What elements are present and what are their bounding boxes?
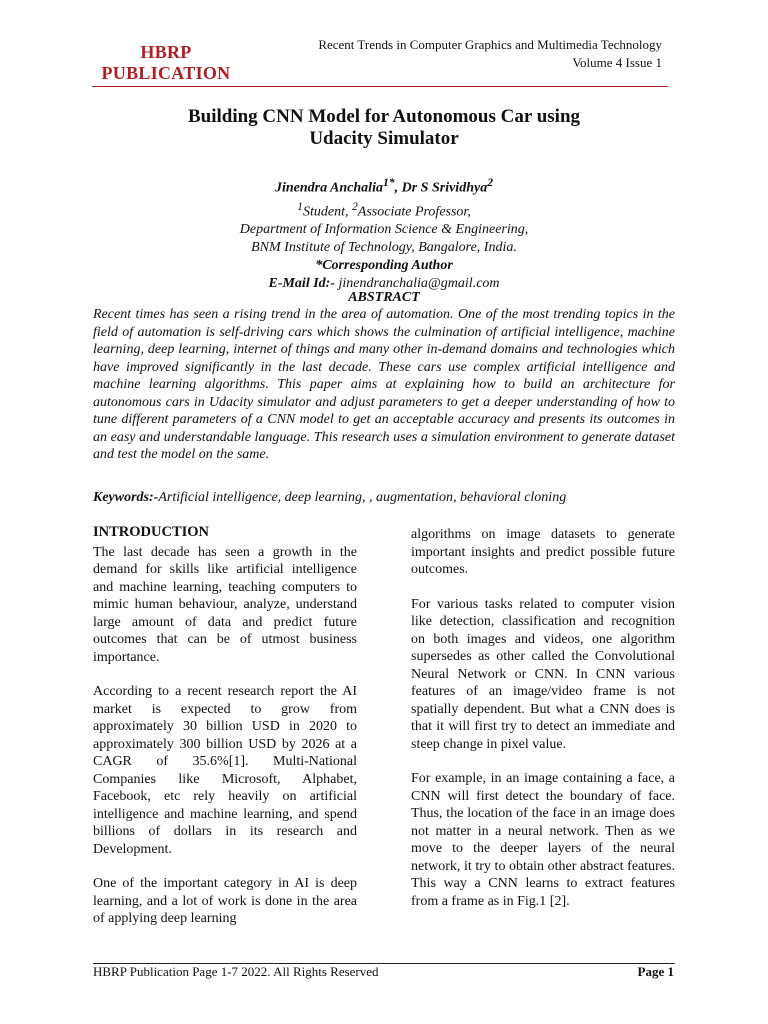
logo-line-1: HBRP bbox=[140, 42, 192, 62]
paragraph: For various tasks related to computer vision like detection, classification and recognition on both images and videos, one algorithm supersedes as other called the Convolutional Neural Network or CNN. In CNN various features of an image/video frame is not spatially dependent. But what a CNN does is that it will first try to detect an immediate and steep change in pixel value. bbox=[411, 596, 675, 752]
author-2-sup: 2 bbox=[487, 176, 494, 189]
role-1: Student, bbox=[302, 204, 352, 220]
abstract-text: Recent times has seen a rising trend in the area of automation. One of the most trending topics in the field of automation is self-driving cars which shows the culmination of artificial intelligence, machine learning, deep learning, internet of things and many other in-demand domains and technologies which have improved significantly in the last decade. These cars use complex artificial intelligence and machine learning algorithms. This paper aims at explaining how to build an architecture for autonomous cars in Udacity simulator and adjust parameters to get a deeper understanding of how to tune different parameters of a CNN model to get an acceptable accuracy and presents its outcomes in an easy and understandable language. This research uses a simulation environment to generate dataset and test the model on the same. bbox=[93, 307, 675, 462]
title-line-2: Udacity Simulator bbox=[309, 128, 459, 149]
corresponding-author: *Corresponding Author bbox=[315, 258, 453, 274]
keywords-line bbox=[93, 490, 675, 506]
author-1-sup: 1* bbox=[382, 176, 395, 189]
header-rule-thin bbox=[282, 86, 668, 87]
role-sup-2: 2 bbox=[351, 199, 358, 213]
author-block bbox=[0, 174, 768, 293]
paragraph: The last decade has seen a growth in the demand for skills like artificial intelligence and machine learning, teaching computers to mimic human behaviour, analyze, understand large amount of data and predict future outcomes that can be of utmost business importance. bbox=[93, 544, 357, 665]
abstract-heading: ABSTRACT bbox=[348, 290, 420, 305]
logo-line-2: PUBLICATION bbox=[101, 63, 231, 83]
email-label: E-Mail Id:- bbox=[268, 276, 335, 292]
author-1: Jinendra Anchalia bbox=[274, 180, 383, 196]
author-roles bbox=[0, 198, 768, 222]
section-heading: INTRODUCTION bbox=[93, 524, 210, 540]
paragraph: One of the important category in AI is deep learning, and a lot of work is done in the area of applying deep learning bbox=[93, 876, 357, 926]
title-line-1: Building CNN Model for Autonomous Car using bbox=[187, 106, 581, 127]
paragraph: algorithms on image datasets to generate important insights and predict possible future outcomes. bbox=[411, 527, 675, 577]
department: Department of Information Science & Engineering, bbox=[239, 222, 529, 238]
publisher-logo bbox=[92, 42, 240, 84]
left-column bbox=[93, 524, 357, 945]
author-names bbox=[0, 174, 768, 198]
role-sup-1: 1 bbox=[297, 199, 303, 213]
right-column bbox=[411, 526, 675, 927]
institute: BNM Institute of Technology, Bangalore, India. bbox=[251, 240, 517, 256]
keywords-label: Keywords:- bbox=[93, 490, 159, 505]
email-link[interactable]: jinendranchalia@gmail.com bbox=[334, 276, 500, 292]
keywords-text: Artificial intelligence, deep learning, , augmentation, behavioral cloning bbox=[158, 490, 567, 505]
author-2: , Dr S Srividhya bbox=[394, 180, 488, 196]
journal-info bbox=[318, 36, 662, 72]
role-2: Associate Professor, bbox=[357, 204, 471, 220]
journal-name: Recent Trends in Computer Graphics and Multimedia Technology bbox=[318, 37, 662, 52]
page-number: Page 1 bbox=[637, 964, 674, 979]
journal-volume: Volume 4 Issue 1 bbox=[572, 55, 662, 70]
paragraph: According to a recent research report the AI market is expected to grow from approximately 30 billion USD in 2020 to approximately 300 billion USD by 2026 at a CAGR of 35.6%[1]. Multi-National Companies like Microsoft, Alphabet, Facebook, etc rely heavily on artificial intelligence and machine learning, and spend billions of dollars in its research and Development. bbox=[93, 684, 357, 857]
header-rule bbox=[92, 86, 282, 87]
footer-copyright: HBRP Publication Page 1-7 2022. All Rights Reserved bbox=[93, 964, 379, 979]
paper-title bbox=[0, 106, 768, 150]
paragraph: For example, in an image containing a face, a CNN will first detect the boundary of face. Thus, the location of the face in an image does not matter in a neural network. Then as we move to the deeper layers of the neural network, it try to obtain other abstract features. This way a CNN learns to extract features from a frame as in Fig.1 [2]. bbox=[411, 771, 675, 909]
